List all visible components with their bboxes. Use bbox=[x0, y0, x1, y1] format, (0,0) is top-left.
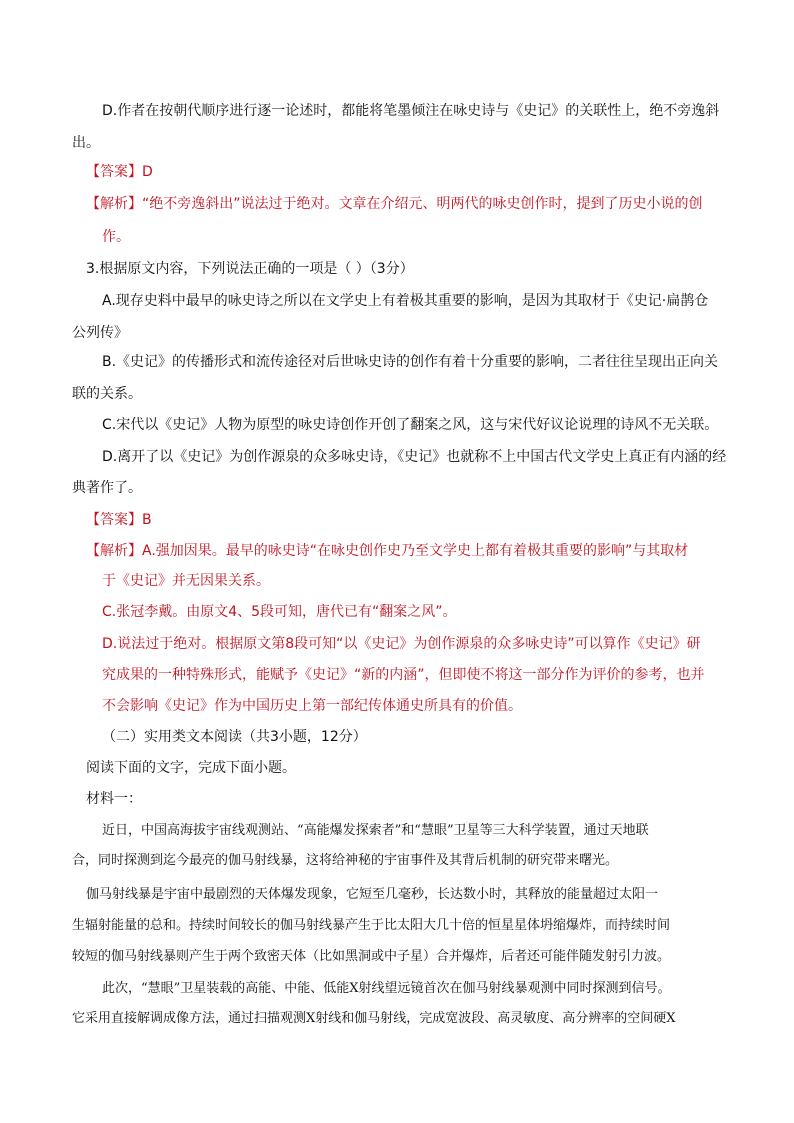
answer-value: D bbox=[142, 164, 153, 180]
q3-option-b-line2: 联的关系。 bbox=[72, 386, 142, 402]
q3-analysis-line1 bbox=[86, 541, 688, 561]
analysis-a-text: A.强加因果。最早的咏史诗“在咏史创作史乃至文学史上都有着极其重要的影响”与其取材 bbox=[142, 543, 689, 559]
q3-analysis-d-line1: D.说法过于绝对。根据原文第8段可知“以《史记》为创作源泉的众多咏史诗”可以算作《史记》研 bbox=[102, 636, 701, 652]
q2-analysis-line2: 作。 bbox=[102, 229, 130, 245]
answer-label: 【答案】 bbox=[86, 512, 142, 528]
q2-analysis-line1 bbox=[86, 194, 703, 214]
q3-option-a-line1: A.现存史料中最早的咏史诗之所以在文学史上有着极其重要的影响，是因为其取材于《史记·扁鹊仓 bbox=[102, 293, 709, 309]
analysis-label: 【解析】 bbox=[86, 543, 142, 559]
q2-option-d-line2: 出。 bbox=[72, 135, 100, 151]
q3-option-b-line1: B.《史记》的传播形式和流传途径对后世咏史诗的创作有着十分重要的影响，二者往往呈现出正向关 bbox=[102, 354, 719, 370]
material-label: 材料一： bbox=[86, 791, 142, 807]
section-heading: （二）实用类文本阅读（共3小题，12分） bbox=[102, 729, 367, 745]
material-p2-line1: 伽马射线暴是宇宙中最剧烈的天体爆发现象，它短至几毫秒，长达数小时，其释放的能量超过太阳一 bbox=[86, 887, 659, 902]
q3-option-a-line2: 公列传》 bbox=[72, 325, 128, 341]
q3-question: 3.根据原文内容，下列说法正确的一项是（ ）（3分） bbox=[86, 261, 414, 277]
q3-option-c-line1: C.宋代以《史记》人物为原型的咏史诗创作开创了翻案之风，这与宋代好议论说理的诗风不无关联。 bbox=[102, 417, 719, 433]
material-p3-line2: 它采用直接解调成像方法，通过扫描观测X射线和伽马射线，完成宽波段、高灵敏度、高分辨率的空间硬X bbox=[72, 1011, 676, 1026]
q2-answer bbox=[86, 162, 153, 182]
q3-analysis-d-line3: 不会影响《史记》作为中国历史上第一部纪传体通史所具有的价值。 bbox=[102, 698, 522, 714]
q3-option-d-line2: 典著作了。 bbox=[72, 480, 142, 496]
answer-value: B bbox=[142, 512, 152, 528]
q2-option-d-line1: D.作者在按朝代顺序进行逐一论述时，都能将笔墨倾注在咏史诗与《史记》的关联性上，绝不旁逸斜 bbox=[102, 103, 720, 119]
analysis-label: 【解析】 bbox=[86, 196, 142, 212]
answer-label: 【答案】 bbox=[86, 164, 142, 180]
material-p3-line1: 此次，“慧眼”卫星装载的高能、中能、低能X射线望远镜首次在伽马射线暴观测中同时探测到信号。 bbox=[102, 981, 671, 996]
material-p1-line1: 近日，中国高海拔宇宙线观测站、“高能爆发探索者”和“慧眼”卫星等三大科学装置，通过天地联 bbox=[102, 823, 649, 838]
analysis-text: “绝不旁逸斜出”说法过于绝对。文章在介绍元、明两代的咏史创作时，提到了历史小说的创 bbox=[142, 196, 703, 212]
q3-analysis-a-line2: 于《史记》并无因果关系。 bbox=[102, 573, 270, 589]
q3-analysis-d-line2: 究成果的一种特殊形式，能赋予《史记》“新的内涵”，但即使不将这一部分作为评价的参考，也并 bbox=[102, 667, 705, 683]
material-p1-line2: 合，同时探测到迄今最亮的伽马射线暴，这将给神秘的宇宙事件及其背后机制的研究带来曙光。 bbox=[72, 853, 619, 868]
material-p2-line2: 生辐射能量的总和。持续时间较长的伽马射线暴产生于比太阳大几十倍的恒星星体坍缩爆炸，而持续时间 bbox=[72, 918, 671, 933]
q3-option-d-line1: D.离开了以《史记》为创作源泉的众多咏史诗，《史记》也就称不上中国古代文学史上真正有内涵的经 bbox=[102, 449, 727, 465]
material-p2-line3: 较短的伽马射线暴则产生于两个致密天体（比如黑洞或中子星）合并爆炸，后者还可能伴随发射引力波。 bbox=[72, 949, 671, 964]
section-instruction: 阅读下面的文字，完成下面小题。 bbox=[86, 760, 296, 776]
q3-answer bbox=[86, 510, 152, 530]
q3-analysis-c-line: C.张冠李戴。由原文4、5段可知，唐代已有“翻案之风”。 bbox=[102, 604, 457, 620]
